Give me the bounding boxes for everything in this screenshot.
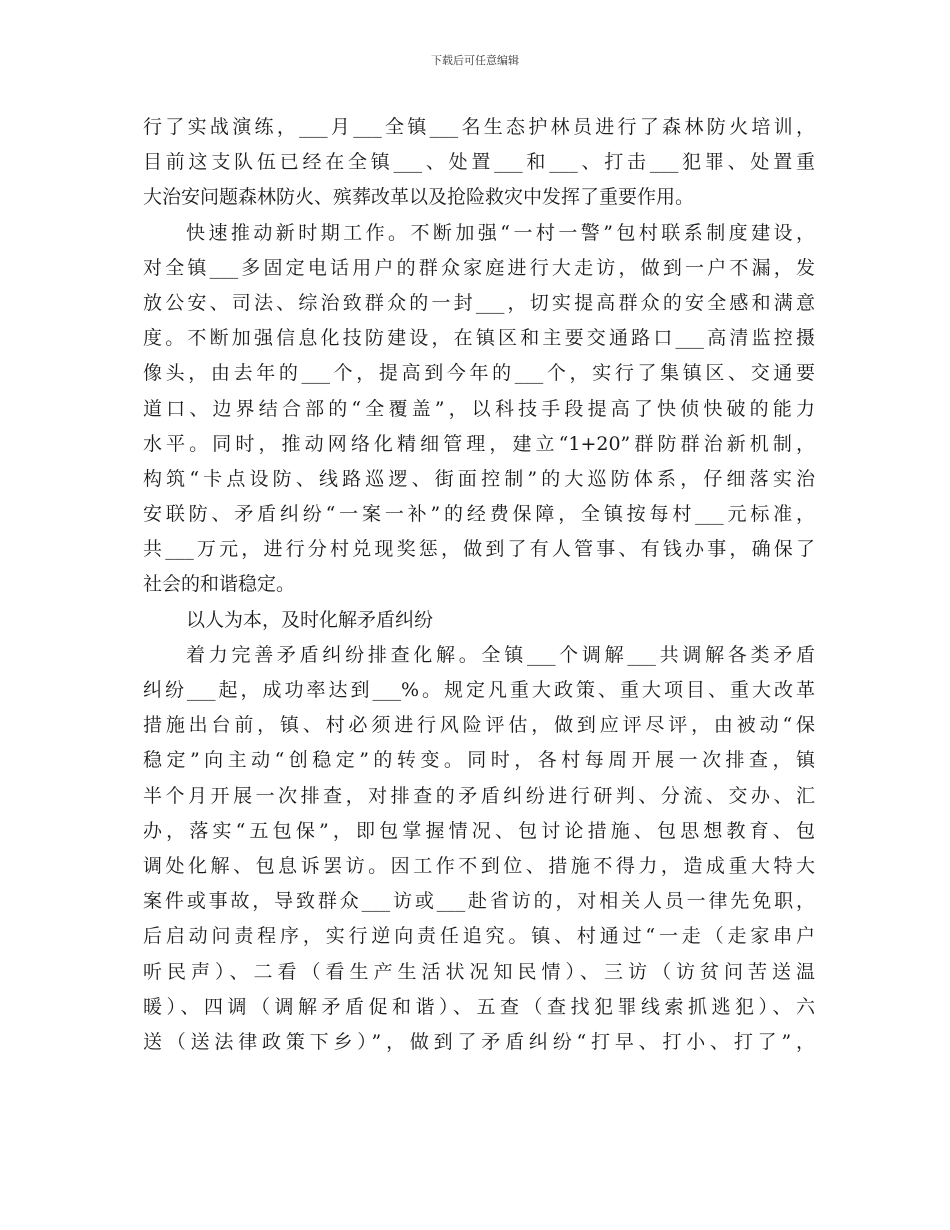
text-line: 案件或事故，导致群众___访或___赴省访的，对相关人员一律先免职， (143, 890, 815, 913)
text-line: 听民声）、二看（看生产生活状况知民情）、三访（访贫问苦送温 (143, 960, 815, 983)
text-line: 构筑“卡点设防、线路巡逻、街面控制”的大巡防体系，仔细落实治 (143, 467, 815, 490)
text-line: 措施出台前，镇、村必须进行风险评估，做到应评尽评，由被动“保 (143, 714, 815, 737)
text-line: 目前这支队伍已经在全镇___、处置___和___、打击___犯罪、处置重 (143, 151, 815, 174)
text-line: 纠纷___起，成功率达到___%。规定凡重大政策、重大项目、重大改革 (143, 679, 815, 701)
text-line: 对全镇___多固定电话用户的群众家庭进行大走访，做到一户不漏，发 (143, 256, 815, 279)
text-line: 水平。同时，推动网络化精细管理，建立“1+20”群防群治新机制， (143, 432, 815, 455)
text-line: 大治安问题森林防火、殡葬改革以及抢险救灾中发挥了重要作用。 (143, 186, 695, 209)
text-line: 行了实战演练，___月___全镇___名生态护林员进行了森林防火培训， (143, 116, 815, 138)
text-line: 共___万元，进行分村兑现奖惩，做到了有人管事、有钱办事，确保了 (143, 538, 815, 561)
text-line: 度。不断加强信息化技防建设，在镇区和主要交通路口___高清监控摄 (143, 327, 815, 350)
text-line: 安联防、矛盾纠纷“一案一补”的经费保障，全镇按每村___元标准， (143, 503, 815, 526)
text-line: 以人为本，及时化解矛盾纠纷 (186, 608, 434, 631)
text-line: 道口、边界结合部的“全覆盖”，以科技手段提高了快侦快破的能力 (143, 397, 815, 420)
text-line: 像头，由去年的___个，提高到今年的___个，实行了集镇区、交通要 (143, 362, 815, 385)
text-line: 调处化解、包息诉罢访。因工作不到位、措施不得力，造成重大特大 (143, 854, 815, 877)
text-line: 办，落实“五包保”，即包掌握情况、包讨论措施、包思想教育、包 (143, 819, 815, 842)
text-line: 放公安、司法、综治致群众的一封___，切实提高群众的安全感和满意 (143, 291, 815, 314)
text-line: 社会的和谐稳定。 (143, 573, 296, 596)
text-line: 送（送法律政策下乡）”，做到了矛盾纠纷“打早、打小、打了”， (143, 1030, 815, 1053)
text-line: 暖）、四调（调解矛盾促和谐）、五查（查找犯罪线索抓逃犯）、六 (143, 995, 815, 1018)
document-body (143, 110, 815, 1060)
text-line: 快速推动新时期工作。不断加强“一村一警”包村联系制度建设， (186, 221, 815, 244)
page-header: 下载后可任意编辑 (431, 54, 519, 67)
text-line: 着力完善矛盾纠纷排查化解。全镇___个调解___共调解各类矛盾 (186, 643, 815, 666)
text-line: 后启动问责程序，实行逆向责任追究。镇、村通过“一走（走家串户 (143, 925, 815, 948)
text-line: 半个月开展一次排查，对排查的矛盾纠纷进行研判、分流、交办、汇 (143, 784, 815, 807)
text-line: 稳定”向主动“创稳定”的转变。同时，各村每周开展一次排查，镇 (143, 749, 815, 772)
